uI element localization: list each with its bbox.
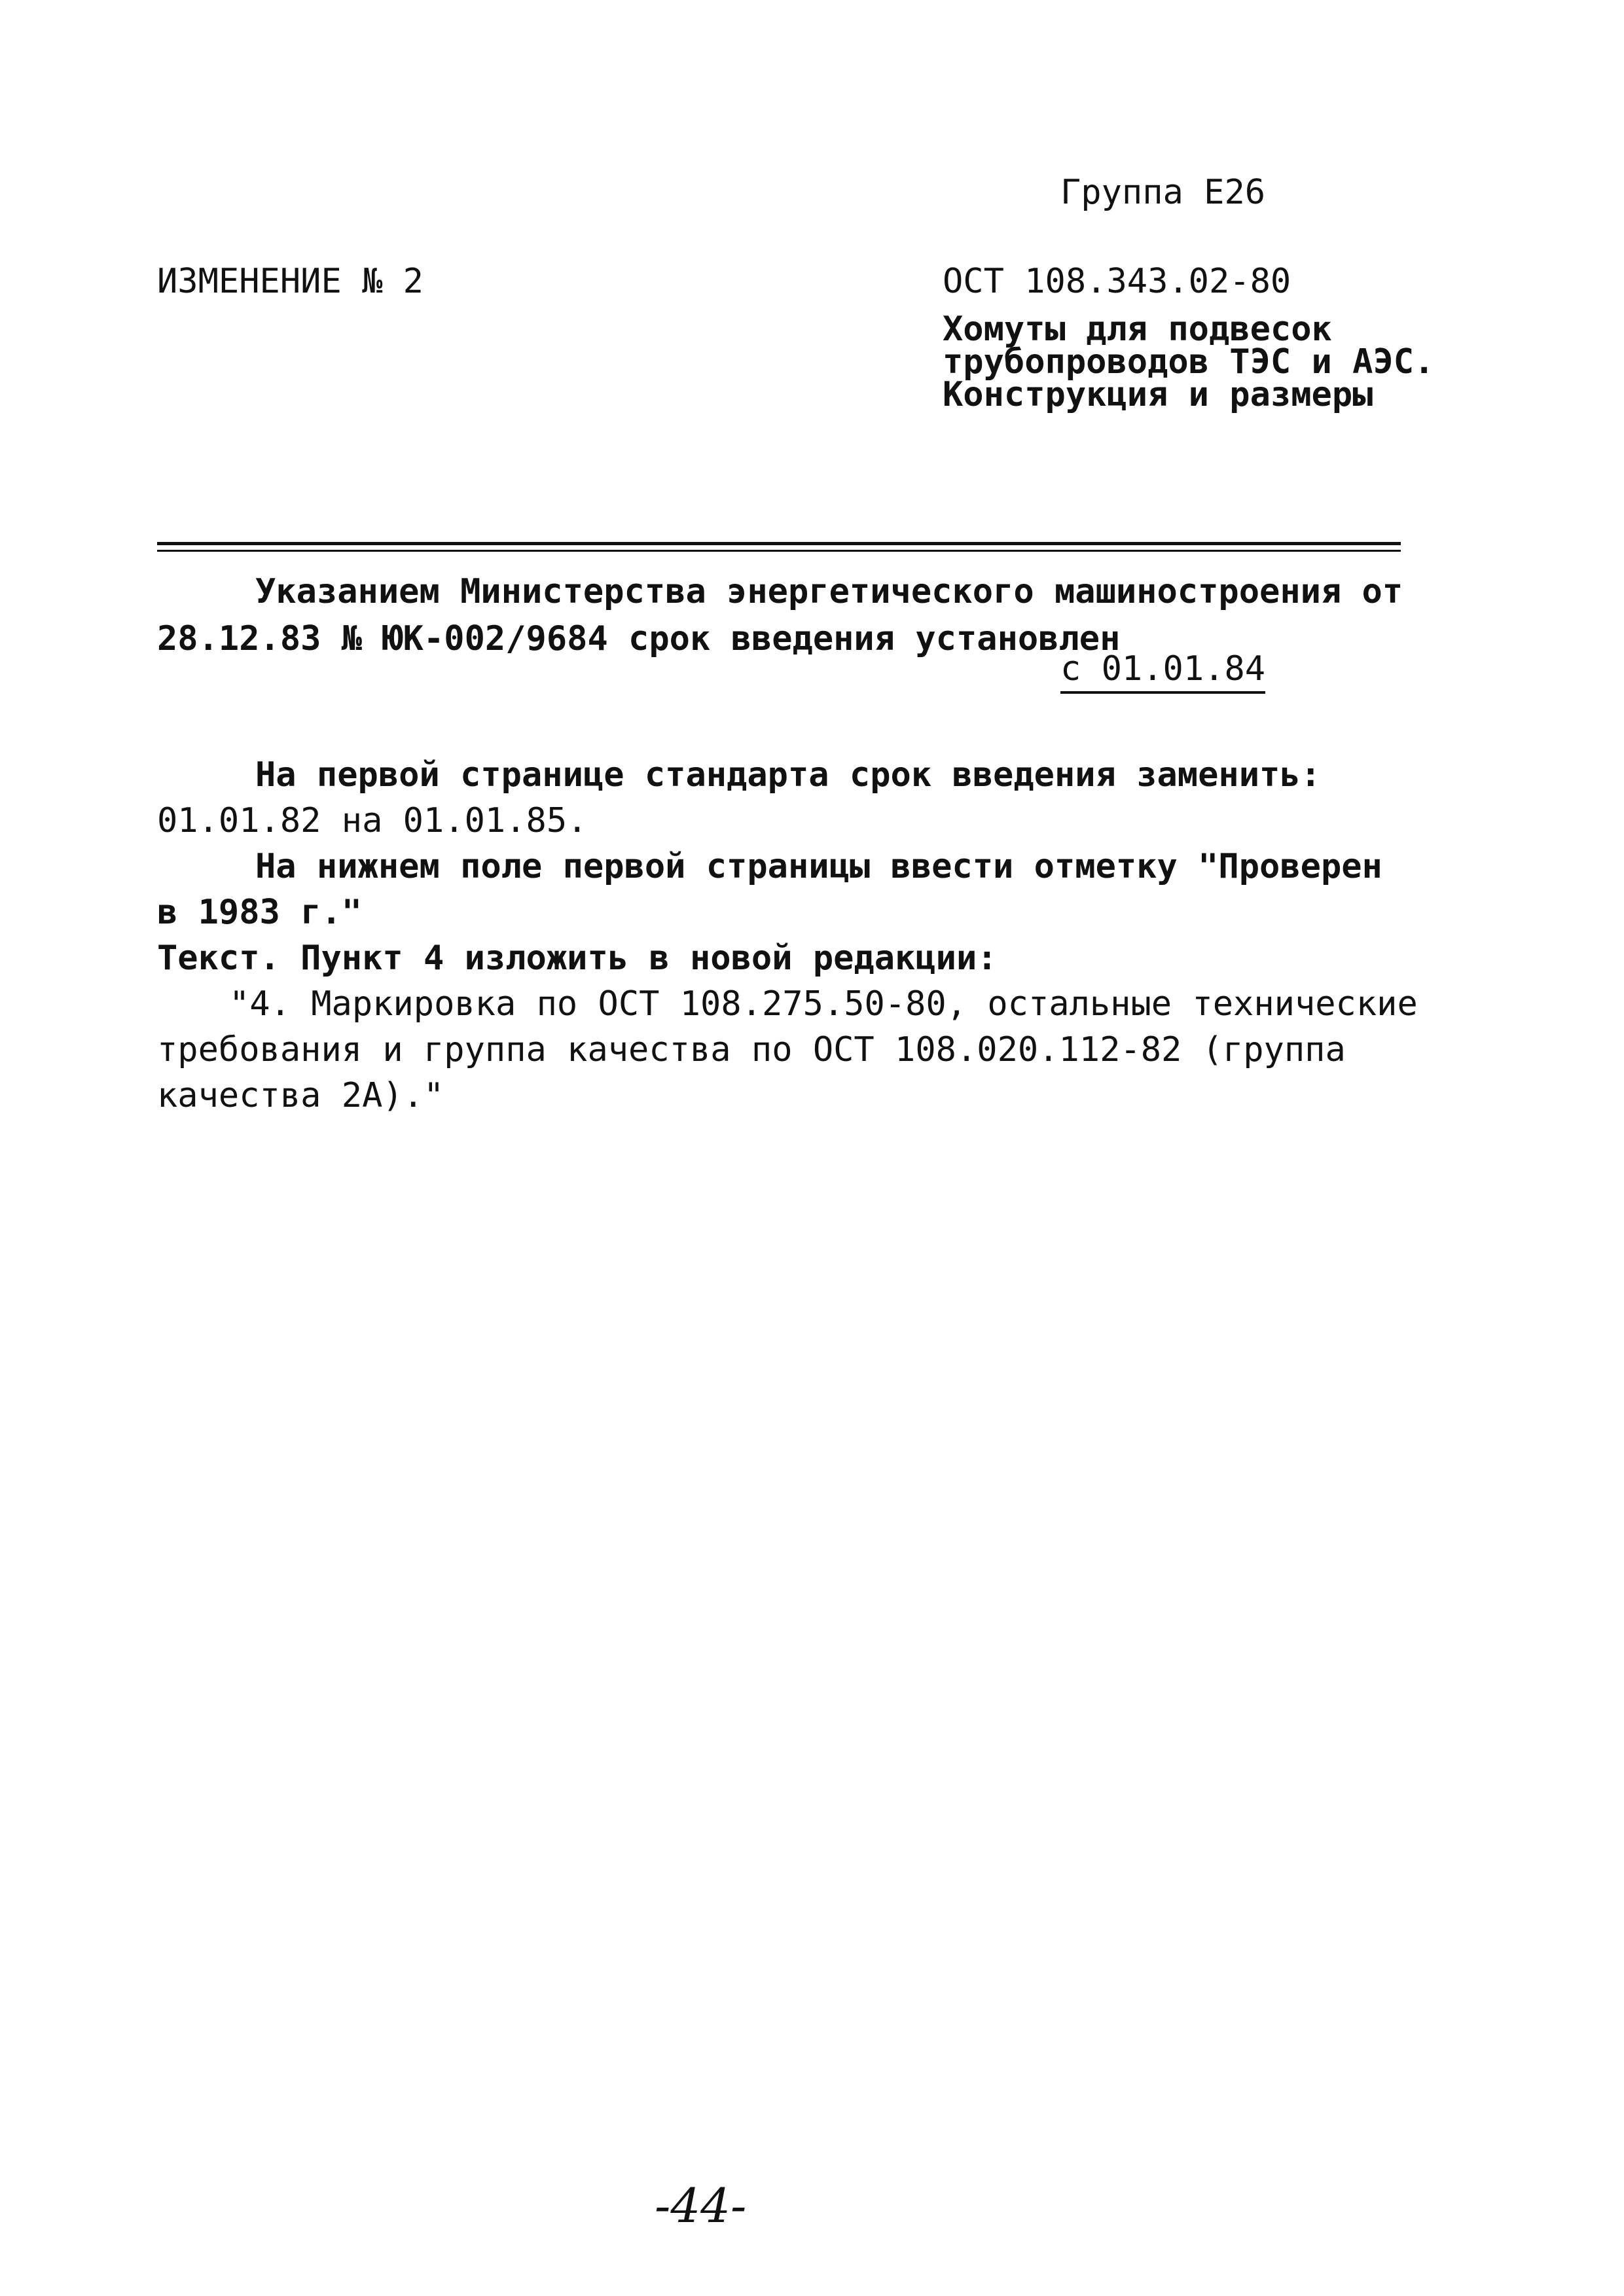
page-number: -44- [655, 2178, 747, 2233]
body-line-4: в 1983 г." [157, 893, 363, 932]
body-line-2: 01.01.82 на 01.01.85. [157, 801, 588, 840]
standard-title-line-3: Конструкция и размеры [943, 375, 1373, 414]
body-line-8: качества 2А)." [157, 1076, 444, 1115]
intro-line-1: Указанием Министерства энергетического машиностроения от [255, 572, 1403, 611]
standard-title-line-1: Хомуты для подвесок [943, 310, 1332, 349]
group-label: Группа Е26 [1060, 173, 1266, 212]
divider-rule-top [157, 542, 1401, 545]
standard-number: ОСТ 108.343.02-80 [943, 262, 1291, 301]
body-line-3: На нижнем поле первой страницы ввести отметку "Проверен [255, 847, 1382, 886]
body-line-5: Текст. Пункт 4 изложить в новой редакции: [157, 939, 998, 978]
change-label: ИЗМЕНЕНИЕ № 2 [157, 262, 424, 301]
body-line-7: требования и группа качества по ОСТ 108.020.112-82 (группа [157, 1030, 1346, 1069]
intro-line-2: 28.12.83 № ЮК-002/9684 срок введения установлен [157, 619, 1121, 658]
body-line-6: "4. Маркировка по ОСТ 108.275.50-80, остальные технические [229, 984, 1418, 1024]
standard-title-line-2: трубопроводов ТЭС и АЭС. [943, 342, 1435, 382]
body-line-1: На первой странице стандарта срок введения заменить: [255, 755, 1321, 795]
effective-date: с 01.01.84 [1060, 648, 1265, 694]
divider-rule-bottom [157, 550, 1401, 552]
